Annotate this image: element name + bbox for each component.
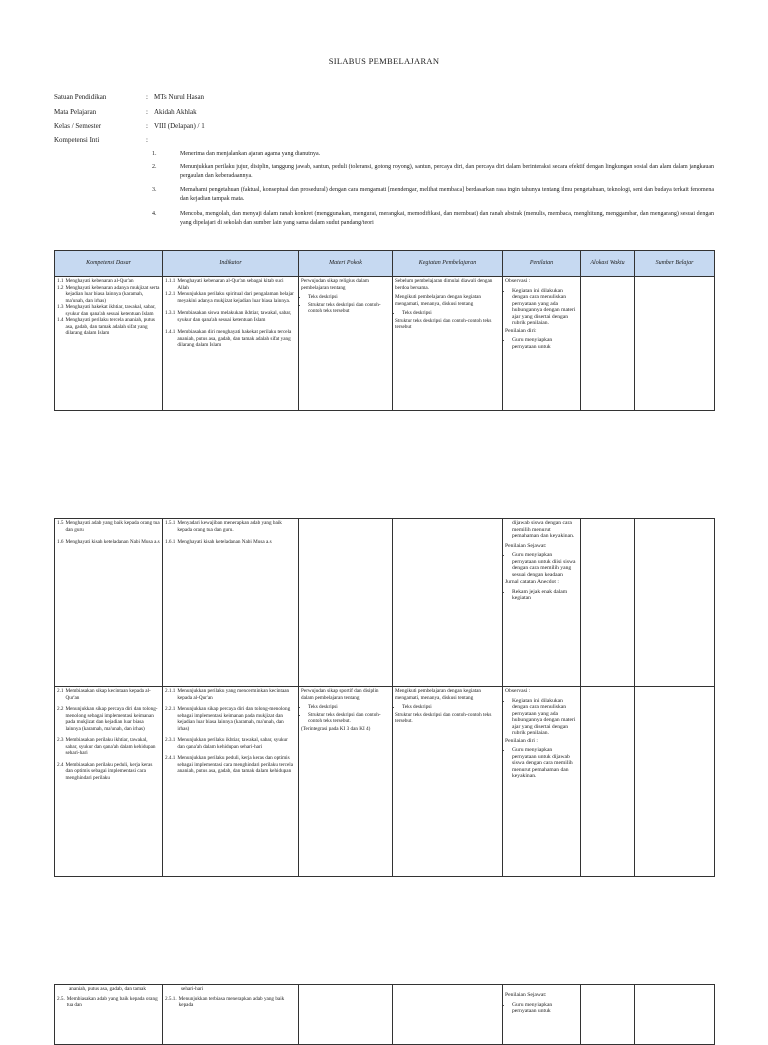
page-title: SILABUS PEMBELAJARAN — [328, 56, 440, 66]
penilaian-list — [505, 589, 578, 602]
kd-item: 2.3 Membiasakan perilaku ikhtiar, tawakal, sabar, syukur dan qana'ah dalam kehidupan sehari-hari — [57, 737, 156, 756]
kd-item: 2.1 Membiasakan sikap kecintaan kepada al-Qur'an — [57, 688, 151, 701]
header-kegiatan: Kegiatan Pembelajaran — [393, 251, 503, 277]
kegiatan-cell — [393, 687, 503, 877]
ki-item — [152, 150, 714, 159]
sumber-cell — [635, 277, 715, 411]
ki-text: Menunjukkan perilaku jujur, disiplin, tanggung jawab, santun, peduli (toleransi, gotong royong), santun, percaya diri, dan percaya diri dalam berinteraksi secara efektif dengan lingkungan sosial dan alam dalam jangkauan pergaulan dan keberadaannya. — [180, 164, 714, 179]
kd-text: ananiah, putus asa, gadab, dan tamak — [69, 986, 146, 992]
kd-cell — [55, 687, 163, 877]
kd-item: 2.4 Membiasakan perilaku peduli, kerja keras dan optimis sebagai implementasi cara menghindari perilaku — [57, 761, 153, 781]
penilaian-item: • Guru menyiapkan pernyataan untuk dijawab siswa dengan cara memilih menurut pemahaman dan keyakinan. — [512, 747, 578, 780]
penilaian-title: Penilaian Sejawat: — [505, 542, 547, 549]
indikator-cell — [163, 519, 299, 687]
penilaian-title: Penilaian Sejawat: — [505, 992, 547, 998]
kegiatan-item: • Teks deskripsi — [402, 704, 500, 711]
penilaian-item: • Guru menyiapkan pernyataan untuk — [512, 1002, 578, 1015]
ki-item — [152, 163, 714, 181]
materi-cell — [299, 277, 393, 411]
materi-text: Perwujudan sikap sportif dan disiplin dalam pembelajaran tentang — [301, 688, 379, 701]
indikator-item: 1.2.1 Menunjukkan perilaku spiritual dari pengalaman belajar meyakini adanya mukjizat kejadian luar biasa lainnya. — [165, 291, 294, 304]
materi-cell — [299, 985, 393, 1045]
penilaian-title: Observasi : — [505, 688, 531, 694]
meta-value: MTs Nurul Hasan — [154, 93, 205, 101]
indikator-cell — [163, 277, 299, 411]
syllabus-table-2 — [54, 518, 715, 877]
kd-cell — [55, 277, 163, 411]
penilaian-title: Observasi : — [505, 278, 531, 284]
materi-list — [301, 704, 390, 725]
meta-label: Mata Pelajaran — [54, 108, 97, 116]
alokasi-cell — [581, 985, 635, 1045]
alokasi-cell — [581, 687, 635, 877]
meta-label: Satuan Pendidikan — [54, 93, 107, 101]
materi-item: • Struktur teks deskripsi dan contoh-contoh teks tersebut. — [308, 712, 390, 725]
kd-cell — [55, 985, 163, 1045]
penilaian-list — [505, 552, 578, 578]
penilaian-item: • Kegiatan ini dilakukan dengan cara menuliskan pernyataan yang ada hubungannya dengan materi ajar yang disertai dengan rubrik penilaian. — [512, 288, 578, 327]
meta-colon: : — [146, 93, 148, 101]
penilaian-cell — [503, 687, 581, 877]
kd-item: 1.5 Menghayati adab yang baik kepada orang tua dan guru — [57, 520, 160, 533]
indikator-item: 1.1.1 Menghayati kebenaran al-Qur'an sebagai kitab suci Allah — [165, 278, 284, 291]
sumber-cell — [635, 687, 715, 877]
ki-number: 1. — [152, 151, 157, 157]
meta-label: Kelas / Semester — [54, 122, 102, 130]
kd-item: 1.3 Menghayati hakekat ikhtiar, tawakal, sabar, syukur dan qana'ah sesuai ketentuan Islam — [57, 304, 156, 317]
header-indikator: Indikator — [163, 251, 299, 277]
indikator-item: 2.4.1 Menunjukkan perilaku peduli, kerja keras dan optimis sebagai implementasi cara menghindari perilaku tercela ananiah, putus asa, gadab, dan tamak dalam kehidupan — [165, 755, 294, 774]
sumber-cell — [635, 985, 715, 1045]
meta-colon: : — [146, 136, 148, 144]
ki-text: Menerima dan menjalankan ajaran agama yang dianutnya. — [180, 151, 321, 157]
penilaian-item: • Kegiatan ini dilakukan dengan cara menuliskan pernyataan yang ada hubungannya dengan materi ajar yang disertai dengan rubrik penilaian. — [512, 698, 578, 737]
alokasi-cell — [581, 519, 635, 687]
indikator-text: sehari-hari — [181, 986, 204, 992]
materi-item: • Teks deskripsi — [308, 704, 390, 711]
penilaian-text: dijawab siswa dengan cara memilih menurut pemahaman dan keyakinan. — [512, 520, 575, 539]
penilaian-title: Penilaian diri: — [505, 327, 537, 334]
penilaian-list — [505, 747, 578, 780]
ki-number: 4. — [152, 211, 157, 217]
ki-item — [152, 186, 714, 204]
indikator-item: 2.1.1 Menunjukkan perilaku yang mencerminkan kecintaan kepada al-Qur'an — [165, 688, 290, 701]
ki-number: 2. — [152, 164, 157, 170]
header-alokasi-waktu: Alokasi Waktu — [581, 251, 635, 277]
materi-text: Perwujudan sikap religius dalam pembelajaran tentang — [301, 278, 369, 291]
indikator-item: 1.5.1 Menyadari kewajiban menerapkan adab yang baik kepada orang tua dan guru. — [165, 520, 282, 533]
kd-item: 1.1 Menghayati kebenaran al-Qur'an — [57, 278, 134, 284]
alokasi-cell — [581, 277, 635, 411]
kd-item: 1.2 Menghayati kebenaran adanya mukjizat serta kejadian luar biasa lainnya (karamah, ma'unah, dan irhas) — [57, 284, 160, 304]
kegiatan-cell — [393, 277, 503, 411]
meta-value: VIII (Delapan) / 1 — [154, 122, 205, 130]
materi-item: • Teks deskripsi — [308, 294, 390, 301]
indikator-cell — [163, 985, 299, 1045]
meta-colon: : — [146, 122, 148, 130]
materi-list — [301, 294, 390, 315]
ki-item — [152, 210, 714, 228]
penilaian-item: • Rekam jejak enak dalam kegiatan — [512, 589, 578, 602]
materi-cell — [299, 519, 393, 687]
indikator-item: 1.6.1 Menghayati kisah keteladanan Nabi Musa a.s — [165, 539, 272, 545]
meta-value: Akidah Akhlak — [154, 108, 197, 116]
penilaian-title: Penilaian diri : — [505, 737, 538, 744]
ki-text: Mencoba, mengolah, dan menyaji dalam ranah konkret (menggunakan, mengurai, merangkai, memodifikasi, dan membuat) dan ranah abstrak (menulis, membaca, menghitung, menggambar, dan mengarang) sesuai dengan yang dipelajari di sekolah dan sumber lain yang sama dalam sudut pandang/teori — [180, 211, 714, 226]
kegiatan-text: Mengikuti pembelajaran dengan kegiatan mengamati, menanya, diskusi tentang — [395, 294, 481, 307]
syllabus-table-3 — [54, 984, 715, 1045]
penilaian-title: Jurnal catatan Anecdot : — [505, 579, 559, 585]
ki-number: 3. — [152, 187, 157, 193]
header-penilaian: Penilaian — [503, 251, 581, 277]
kd-cell — [55, 519, 163, 687]
header-sumber-belajar: Sumber Belajar — [635, 251, 715, 277]
meta-label: Kompetensi Inti — [54, 136, 100, 144]
kegiatan-cell — [393, 985, 503, 1045]
kegiatan-cell — [393, 519, 503, 687]
penilaian-item: • Guru menyiapkan pernyataan untuk — [512, 337, 578, 350]
penilaian-list — [505, 1002, 578, 1015]
penilaian-cell — [503, 519, 581, 687]
penilaian-list — [505, 337, 578, 350]
kegiatan-text: Sebelum pembelajaran dimulai diawali dengan berdoa bersama. — [395, 278, 493, 291]
sumber-cell — [635, 519, 715, 687]
kegiatan-item: • Teks deskripsi — [402, 310, 500, 317]
penilaian-cell — [503, 985, 581, 1045]
materi-item: • Struktur teks deskripsi dan contoh-contoh teks tersebut — [308, 302, 390, 315]
kd-item: 2.2 Menunjukkan sikap percaya diri dan tolong-menolong sebagai implementasi keimanan pada mukjizat dan kejadian luar biasa lainnya (karamah, ma'unah, dan irhas) — [57, 706, 158, 732]
materi-note: (Terintegrasi pada KI 3 dan KI 4) — [301, 725, 371, 732]
indikator-cell — [163, 687, 299, 877]
kd-item: 1.6 Menghayati kisah keteladanan Nabi Musa a.s — [57, 539, 160, 545]
penilaian-list — [505, 288, 578, 327]
indikator-item: 2.3.1 Menunjukkan perilaku ikhtiar, tawakal, sabar, syukur dan qana'ah dalam kehidupan sehari-hari — [165, 737, 288, 750]
indikator-item: 2.2.1 Menunjukkan sikap percaya diri dan tolong-menolong sebagai implementasi keimanan pada mukjizat dan kejadian luar biasa lainnya (karamah, ma'unah, dan irhas) — [165, 706, 291, 732]
indikator-item: 1.4.1 Membiasakan diri menghayati hakekat perilaku tercela ananiah, putus asa, gadab, dan tamak adalah sifat yang dilarang dalam Islam — [165, 329, 292, 348]
materi-cell — [299, 687, 393, 877]
header-kompetensi-dasar: Kompetensi Dasar — [55, 251, 163, 277]
kegiatan-text: Struktur teks deskripsi dan contoh-contoh teks tersebut — [395, 317, 492, 330]
kegiatan-list — [395, 310, 500, 317]
kegiatan-list — [395, 704, 500, 711]
kegiatan-text: Mengikuti pembelajaran dengan kegiatan mengamati, menanya, diskusi tentang — [395, 688, 481, 701]
indikator-item: 2.5.1. Menunjukkan terbiasa menerapkan adab yang baik kepada — [165, 995, 285, 1008]
ki-text: Memahami pengetahuan (faktual, konseptual dan prosedural) dengan cara mengamati [mendengar, melihat membaca] berdasarkan rasa ingin tahunya tentang ilmu pengetahuan, teknologi, seni dan budaya terkait fenomena dan kejadian tampak mata. — [180, 187, 714, 202]
penilaian-list — [505, 698, 578, 737]
kd-item: 2.5. Membiasakan adab yang baik kepada orang tua dan — [57, 995, 158, 1008]
kd-item: 1.4 Menghayati perilaku tercela ananiah, putus asa, gadab, dan tamak adalah sifat yang dilarang dalam Islam — [57, 317, 155, 336]
header-materi-pokok: Materi Pokok — [299, 251, 393, 277]
kegiatan-text: Struktur teks deskripsi dan contoh-contoh teks tersebut. — [395, 711, 492, 724]
syllabus-table-1 — [54, 250, 715, 411]
penilaian-item: • Guru menyiapkan pernyataan untuk diisi siswa dengan cara memilih yang sesuai dengan keadaan — [512, 552, 578, 578]
penilaian-cell — [503, 277, 581, 411]
meta-colon: : — [146, 108, 148, 116]
indikator-item: 1.3.1 Membiasakan siswa melakukan ikhtiar, tawakal, sabar, syukur dan qana'ah sesuai ketentuan Islam — [165, 310, 292, 323]
